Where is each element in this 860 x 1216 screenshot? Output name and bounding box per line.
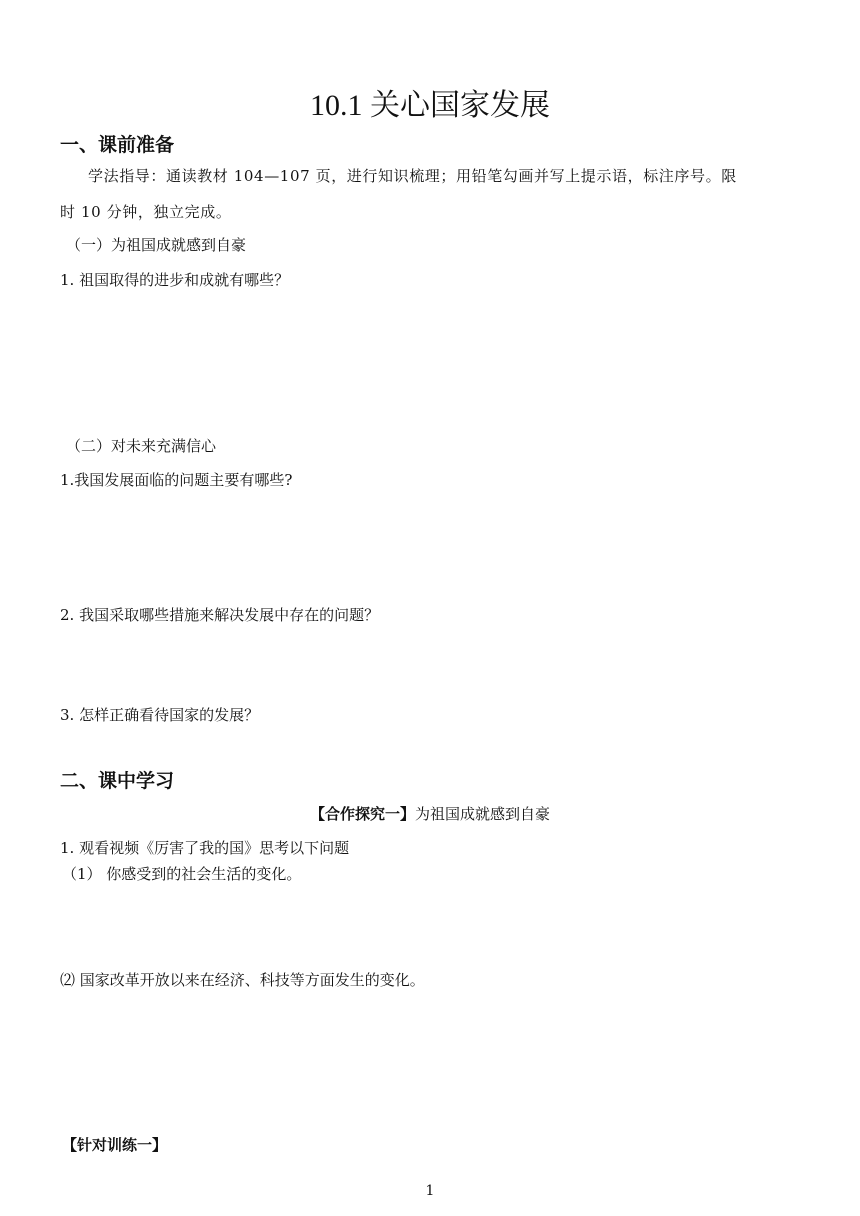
question-view-development: 3. 怎样正确看待国家的发展？ [60,706,260,724]
part-title-achievements: （一）为祖国成就感到自豪 [66,236,247,254]
section-heading-class: 二、课中学习 [60,770,175,792]
question-achievements: 1. 祖国取得的进步和成就有哪些？ [60,271,290,289]
section-heading-prep: 一、课前准备 [60,134,175,156]
page-title: 10.1 关心国家发展 [310,89,550,122]
video-question: 1. 观看视频《厉害了我的国》思考以下问题 [60,839,350,857]
study-guide-line-2: 时 10 分钟，独立完成。 [60,203,232,221]
study-guide-line-1: 学法指导：通读教材 104—107 页，进行知识梳理；用铅笔勾画并写上提示语，标注序号。限 [88,167,737,185]
explore-label: 【合作探究一】 [309,805,415,823]
explore-heading [0,802,860,826]
sub-question-2: ⑵ 国家改革开放以来在经济、科技等方面发生的变化。 [60,971,425,989]
question-measures: 2. 我国采取哪些措施来解决发展中存在的问题？ [60,606,380,624]
part-title-confidence: （二）对未来充满信心 [66,437,217,455]
training-heading: 【针对训练一】 [62,1136,168,1154]
explore-text: 为祖国成就感到自豪 [415,805,551,823]
sub-question-1: （1） 你感受到的社会生活的变化。 [62,865,302,883]
page-number: 1 [425,1183,435,1199]
question-problems: 1.我国发展面临的问题主要有哪些? [60,471,293,489]
